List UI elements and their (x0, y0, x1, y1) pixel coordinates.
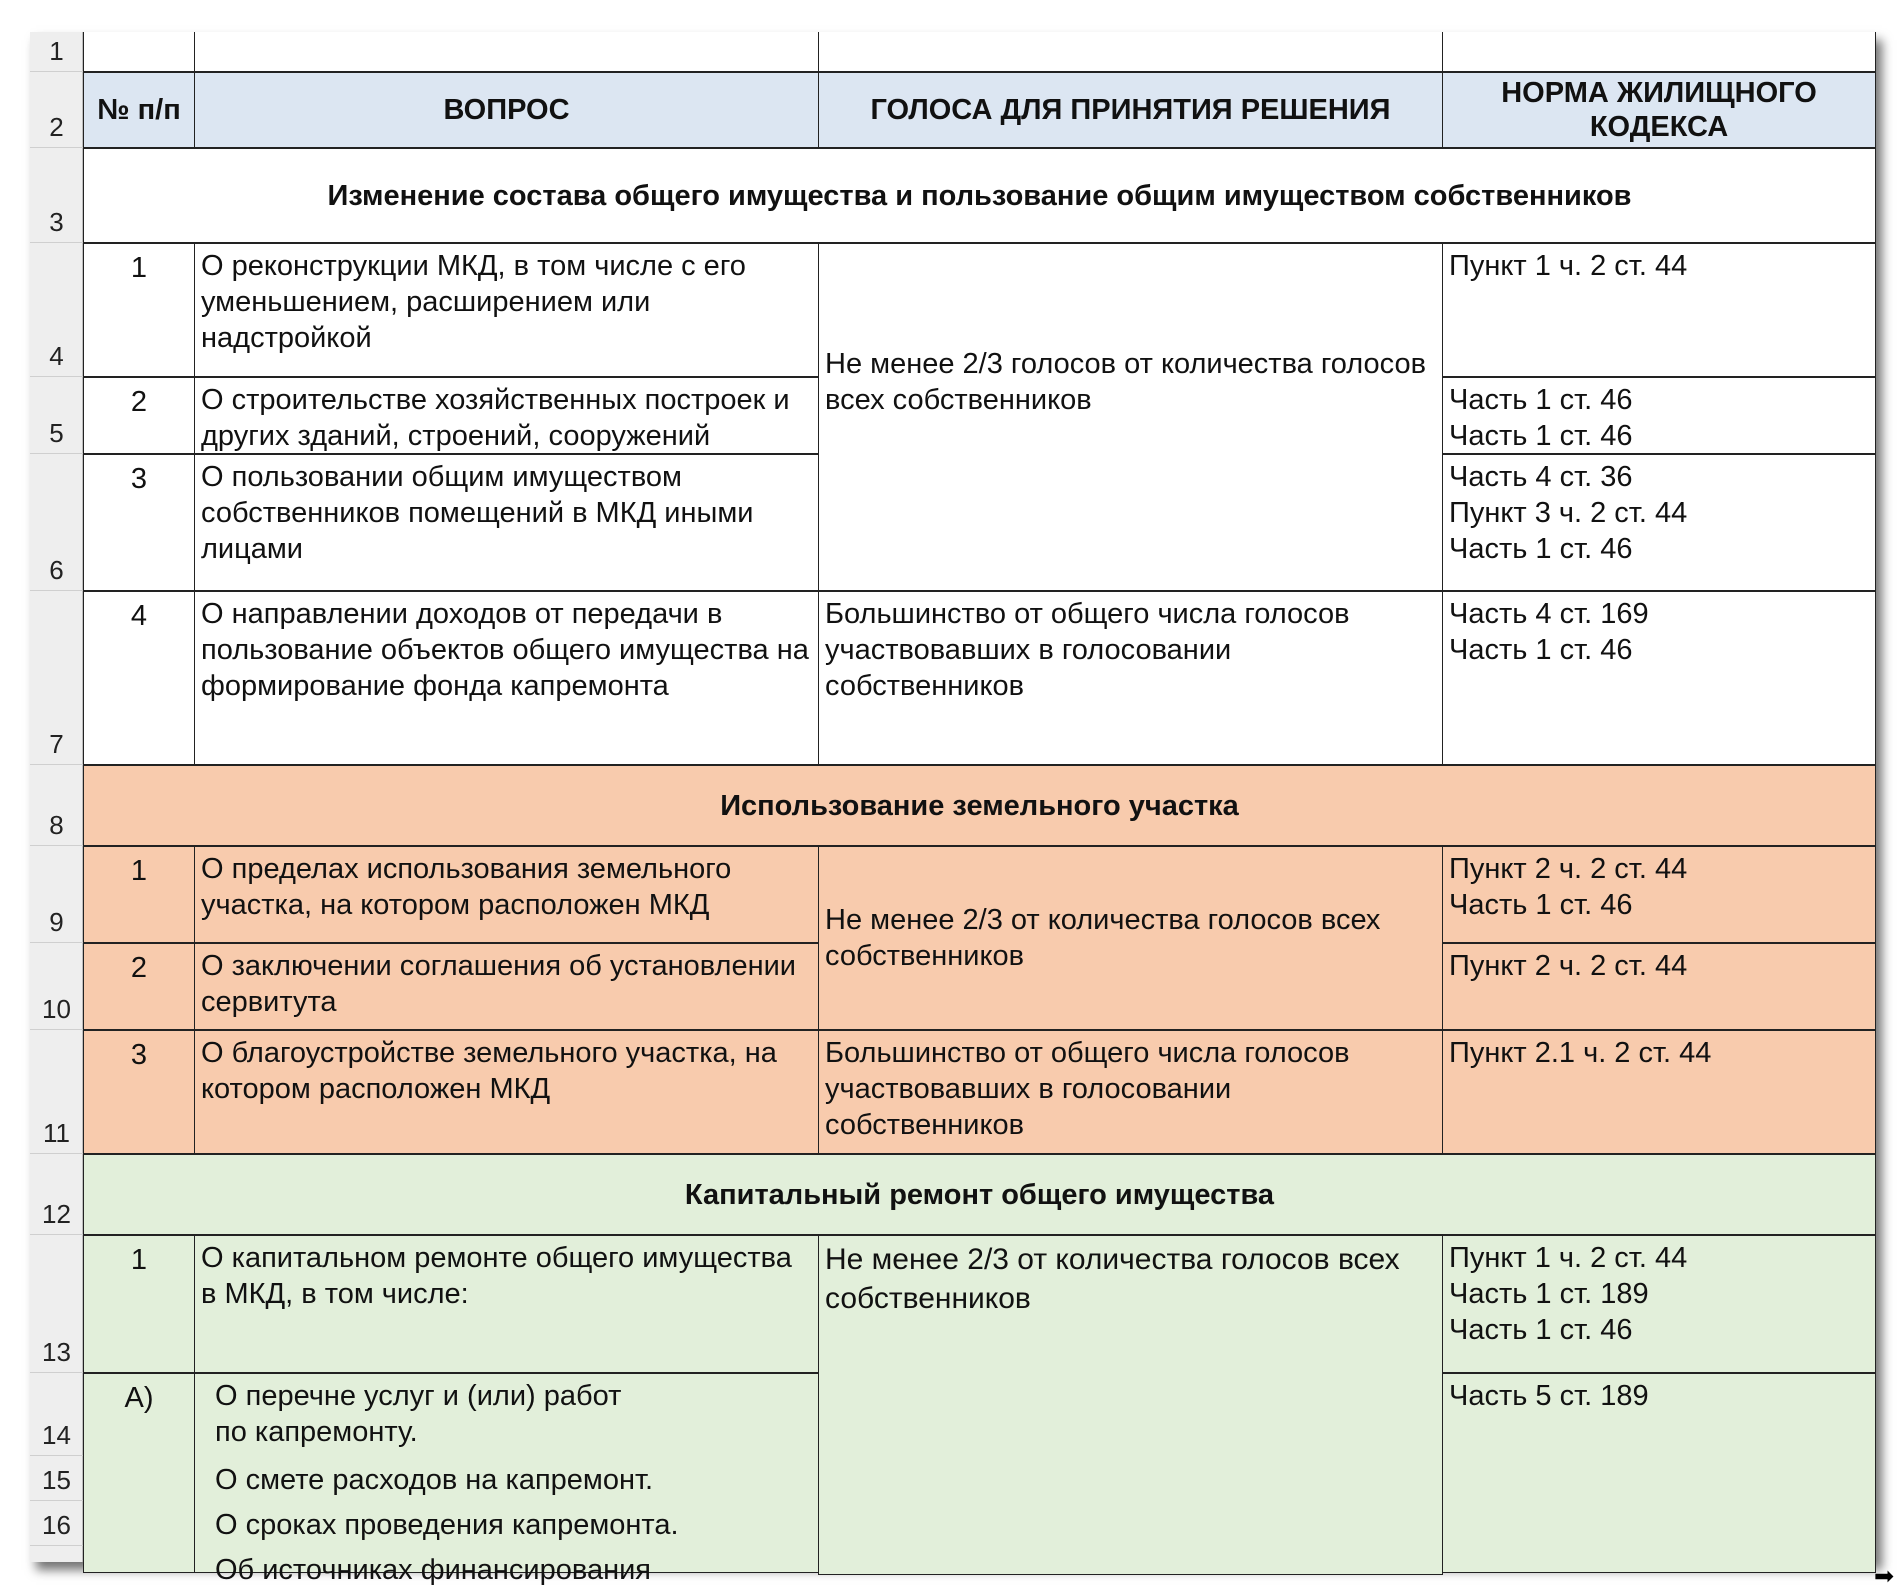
row-header-8[interactable]: 8 (30, 765, 83, 846)
s2-row1-question[interactable]: О пределах использования земельного участка, на котором расположен МКД (194, 846, 819, 943)
s2-row1-norm[interactable]: Пункт 2 ч. 2 ст. 44 Часть 1 ст. 46 (1442, 846, 1876, 943)
s1-votes-two-thirds[interactable] (818, 243, 1443, 591)
section-title-common-property[interactable]: Изменение состава общего имущества и пользование общим имуществом собственников (83, 148, 1876, 243)
sub-item-funding-sources: Об источниках финансирования (215, 1554, 652, 1586)
row-header-6[interactable]: 6 (30, 454, 83, 591)
s1-row3-norm[interactable]: Часть 4 ст. 36 Пункт 3 ч. 2 ст. 44 Часть 1 ст. 46 (1442, 454, 1876, 591)
s1-row3-num[interactable]: 3 (83, 454, 195, 591)
s1-row2-norm[interactable]: Часть 1 ст. 46 Часть 1 ст. 46 (1442, 377, 1876, 454)
s1-row4-question[interactable]: О направлении доходов от передачи в пользование объектов общего имущества на формирование фонда капремонта (194, 591, 819, 765)
s3-row-a-norm[interactable]: Часть 5 ст. 189 (1442, 1373, 1876, 1573)
s1-row4-norm[interactable]: Часть 4 ст. 169 Часть 1 ст. 46 (1442, 591, 1876, 765)
s3-votes-two-thirds[interactable]: Не менее 2/3 от количества голосов всех собственников (818, 1235, 1443, 1575)
s1-row3-question[interactable]: О пользовании общим имуществом собственников помещений в МКД иными лицами (194, 454, 819, 591)
s2-votes-two-thirds[interactable] (818, 846, 1443, 1030)
s1-row2-num[interactable]: 2 (83, 377, 195, 454)
row-header-3[interactable]: 3 (30, 148, 83, 243)
s3-row-a-question[interactable] (194, 1373, 819, 1586)
row-headers (30, 32, 83, 1562)
section-title-capital-repair[interactable]: Капитальный ремонт общего имущества (83, 1154, 1876, 1235)
s3-row1-question[interactable]: О капитальном ремонте общего имущества в МКД, в том числе: (194, 1235, 819, 1373)
row-header-11[interactable]: 11 (30, 1030, 83, 1154)
header-question[interactable]: ВОПРОС (194, 72, 819, 148)
row-header-13[interactable]: 13 (30, 1235, 83, 1373)
row-header-14[interactable]: 14 (30, 1373, 83, 1456)
sub-item-works-list: О перечне услуг и (или) работ по капремонту. (215, 1380, 622, 1448)
row-header-5[interactable]: 5 (30, 377, 83, 454)
s1-row4-votes[interactable]: Большинство от общего числа голосов участвовавших в голосовании собственников (818, 591, 1443, 765)
row-header-16[interactable]: 16 (30, 1501, 83, 1546)
header-votes[interactable]: ГОЛОСА ДЛЯ ПРИНЯТИЯ РЕШЕНИЯ (818, 72, 1443, 148)
s1-votes-two-thirds-text: Не менее 2/3 голосов от количества голосов всех собственников (825, 348, 1427, 416)
s1-row2-question[interactable]: О строительстве хозяйственных построек и других зданий, строений, сооружений (194, 377, 819, 454)
s2-row1-num[interactable]: 1 (83, 846, 195, 943)
s2-row2-norm[interactable]: Пункт 2 ч. 2 ст. 44 (1442, 943, 1876, 1030)
s2-row2-question[interactable]: О заключении соглашения об установлении сервитута (194, 943, 819, 1030)
s2-row3-question[interactable]: О благоустройстве земельного участка, на котором расположен МКД (194, 1030, 819, 1154)
header-num[interactable]: № п/п (83, 72, 195, 148)
s2-row2-num[interactable]: 2 (83, 943, 195, 1030)
s2-row3-norm[interactable]: Пункт 2.1 ч. 2 ст. 44 (1442, 1030, 1876, 1154)
s3-row1-norm[interactable]: Пункт 1 ч. 2 ст. 44 Часть 1 ст. 189 Часть 1 ст. 46 (1442, 1235, 1876, 1373)
spreadsheet (30, 32, 1876, 1586)
row-header-10[interactable]: 10 (30, 943, 83, 1030)
row-header-15[interactable]: 15 (30, 1456, 83, 1501)
s1-row1-num[interactable]: 1 (83, 243, 195, 377)
row-header-2[interactable]: 2 (30, 72, 83, 148)
s2-row3-num[interactable]: 3 (83, 1030, 195, 1154)
s1-row4-num[interactable]: 4 (83, 591, 195, 765)
cell-b1[interactable] (194, 32, 819, 72)
s1-row1-norm[interactable]: Пункт 1 ч. 2 ст. 44 (1442, 243, 1876, 377)
s3-row-a-num[interactable]: А) (83, 1373, 195, 1573)
row-header-12[interactable]: 12 (30, 1154, 83, 1235)
s3-row1-num[interactable]: 1 (83, 1235, 195, 1373)
row-header-7[interactable]: 7 (30, 591, 83, 765)
arrow-right-icon[interactable]: ➡ (1874, 1563, 1895, 1590)
header-norm[interactable]: НОРМА ЖИЛИЩНОГО КОДЕКСА (1442, 72, 1876, 148)
row-header-4[interactable]: 4 (30, 243, 83, 377)
section-title-land-plot[interactable]: Использование земельного участка (83, 765, 1876, 846)
cell-d1[interactable] (1442, 32, 1876, 72)
s2-votes-two-thirds-text: Не менее 2/3 от количества голосов всех собственников (825, 904, 1381, 972)
s2-row3-votes[interactable]: Большинство от общего числа голосов участвовавших в голосовании собственников (818, 1030, 1443, 1154)
sub-item-deadlines: О сроках проведения капремонта. (215, 1509, 679, 1541)
sub-item-cost-estimate: О смете расходов на капремонт. (215, 1464, 654, 1496)
cell-a1[interactable] (83, 32, 195, 72)
s1-row1-question[interactable]: О реконструкции МКД, в том числе с его уменьшением, расширением или надстройкой (194, 243, 819, 377)
row-header-9[interactable]: 9 (30, 846, 83, 943)
row-header-1[interactable]: 1 (30, 32, 83, 72)
cell-c1[interactable] (818, 32, 1443, 72)
